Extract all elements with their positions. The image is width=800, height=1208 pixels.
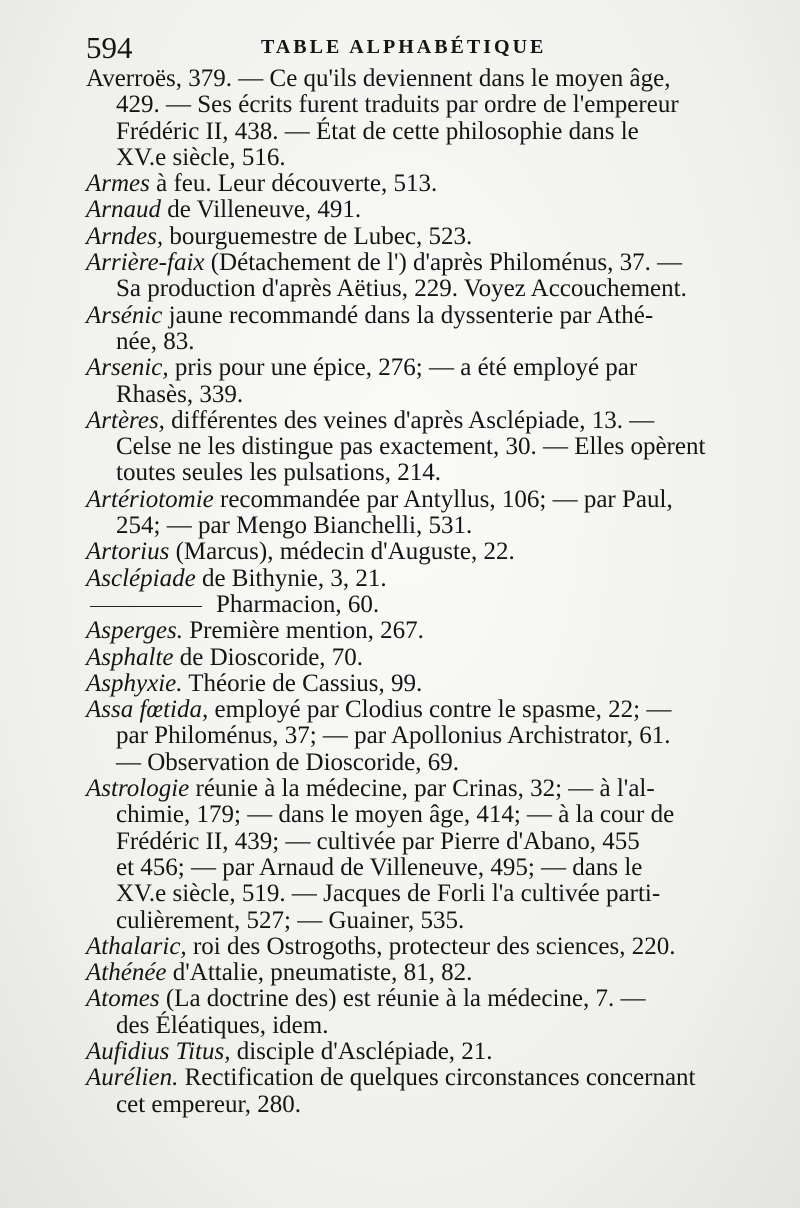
entry-text: née, 83. xyxy=(116,327,195,355)
entry-line xyxy=(86,723,762,749)
index-entry xyxy=(86,697,762,776)
index-entry xyxy=(86,1039,762,1065)
entry-text: 254; — par Mengo Bianchelli, 531. xyxy=(116,512,473,540)
entry-line xyxy=(86,224,762,250)
entry-line xyxy=(86,66,762,92)
entry-headword: Asphalte xyxy=(86,643,174,671)
entry-line xyxy=(86,1013,762,1039)
entry-text: Averroës, 379. — Ce qu'ils deviennent dans le moyen âge, xyxy=(86,65,671,92)
entry-headword: Artères, xyxy=(86,406,165,434)
entry-text: par Philoménus, 37; — par Apollonius Archistrator, 61. xyxy=(116,722,671,750)
entry-line xyxy=(86,881,762,907)
index-entry xyxy=(86,487,762,540)
entry-text: Sa production d'après Aëtius, 229. Voyez Accouchement. xyxy=(116,275,687,303)
entry-line xyxy=(86,276,762,302)
entry-text: réunie à la médecine, par Crinas, 32; — à l'al- xyxy=(189,775,655,803)
entry-line xyxy=(86,986,762,1012)
entry-line xyxy=(86,592,762,618)
entry-text: Rectification de quelques circonstances concernant xyxy=(178,1064,696,1092)
index-entry xyxy=(86,645,762,671)
entry-line xyxy=(86,355,762,381)
entry-headword: Athénée xyxy=(86,959,167,987)
entry-line xyxy=(86,487,762,513)
entry-line xyxy=(86,171,762,197)
index-entry xyxy=(86,960,762,986)
entry-headword: Arrière-faix xyxy=(86,249,205,277)
entry-text: Frédéric II, 439; — cultivée par Pierre d'Abano, 455 xyxy=(116,827,640,855)
entry-line xyxy=(86,92,762,118)
index-entry xyxy=(86,197,762,223)
entry-line xyxy=(86,697,762,723)
index-entry xyxy=(86,776,762,934)
index-entries xyxy=(86,66,762,1118)
entry-text: 429. — Ses écrits furent traduits par ordre de l'empereur xyxy=(116,91,679,119)
entry-line xyxy=(86,408,762,434)
entry-headword: Armes xyxy=(86,170,150,198)
entry-headword: Assa fœtida, xyxy=(86,696,209,724)
entry-text: XV.e siècle, 516. xyxy=(116,143,286,171)
index-entry xyxy=(86,592,762,618)
entry-headword: Atomes xyxy=(86,985,160,1013)
entry-line xyxy=(86,460,762,486)
entry-text: différentes des veines d'après Asclépiade, 13. — xyxy=(164,406,655,434)
entry-line xyxy=(86,434,762,460)
entry-line xyxy=(86,934,762,960)
index-entry xyxy=(86,355,762,408)
entry-line xyxy=(86,329,762,355)
entry-text: de Dioscoride, 70. xyxy=(173,643,364,671)
entry-text: de Villeneuve, 491. xyxy=(161,196,362,224)
entry-text: et 456; — par Arnaud de Villeneuve, 495; — dans le xyxy=(116,853,643,881)
entry-headword: Arsénic xyxy=(86,301,163,329)
running-title: TABLE ALPHABÉTIQUE xyxy=(261,36,547,58)
entry-headword: Artériotomie xyxy=(86,485,214,513)
entry-line xyxy=(86,382,762,408)
entry-headword: Asperges. xyxy=(86,617,183,645)
entry-line xyxy=(86,776,762,802)
page-header xyxy=(86,30,766,66)
entry-line xyxy=(86,197,762,223)
entry-text: XV.e siècle, 519. — Jacques de Forli l'a cultivée parti- xyxy=(116,880,661,908)
entry-text: pris pour une épice, 276; — a été employé par xyxy=(168,354,638,382)
entry-text: disciple d'Asclépiade, 21. xyxy=(230,1037,493,1065)
entry-headword: Astrologie xyxy=(86,775,190,803)
entry-headword: Asphyxie. xyxy=(86,669,183,697)
entry-text: (Détachement de l') d'après Philoménus, 37. — xyxy=(204,249,683,277)
entry-headword: Arnaud xyxy=(86,196,161,224)
index-entry xyxy=(86,1065,762,1118)
entry-text: Première mention, 267. xyxy=(182,617,424,645)
entry-text: employé par Clodius contre le spasme, 22; — xyxy=(208,696,672,724)
entry-text: roi des Ostrogoths, protecteur des sciences, 220. xyxy=(186,932,676,960)
index-entry xyxy=(86,250,762,303)
entry-line xyxy=(86,645,762,671)
entry-line xyxy=(86,250,762,276)
entry-line xyxy=(86,802,762,828)
entry-line xyxy=(86,303,762,329)
page-number: 594 xyxy=(86,30,133,65)
entry-headword: Athalaric, xyxy=(86,932,187,960)
entry-line xyxy=(86,671,762,697)
entry-text: jaune recommandé dans la dyssenterie par Athé- xyxy=(162,301,654,329)
entry-line xyxy=(86,960,762,986)
entry-line xyxy=(86,566,762,592)
entry-text: — Observation de Dioscoride, 69. xyxy=(116,748,459,776)
index-entry xyxy=(86,986,762,1039)
entry-text: Frédéric II, 438. — État de cette philosophie dans le xyxy=(116,117,639,145)
index-entry xyxy=(86,66,762,171)
entry-headword: Asclépiade xyxy=(86,564,196,592)
entry-line xyxy=(86,750,762,776)
entry-text: (La doctrine des) est réunie à la médecine, 7. — xyxy=(159,985,646,1013)
entry-text: Celse ne les distingue pas exactement, 30. — Elles opèrent xyxy=(116,433,706,461)
index-entry xyxy=(86,408,762,487)
entry-line xyxy=(86,513,762,539)
entry-line xyxy=(86,618,762,644)
entry-text: Rhasès, 339. xyxy=(116,380,244,408)
entry-line xyxy=(86,1092,762,1118)
index-entry xyxy=(86,566,762,592)
entry-line xyxy=(86,829,762,855)
index-entry xyxy=(86,539,762,565)
entry-line xyxy=(86,539,762,565)
entry-headword: Artorius xyxy=(86,538,170,566)
entry-headword: Aurélien. xyxy=(86,1064,179,1092)
entry-text: d'Attalie, pneumatiste, 81, 82. xyxy=(166,959,473,987)
entry-headword: Arsenic, xyxy=(86,354,169,382)
index-entry xyxy=(86,618,762,644)
entry-text: de Bithynie, 3, 21. xyxy=(195,564,387,592)
entry-text: des Éléatiques, idem. xyxy=(116,1011,329,1039)
entry-line xyxy=(86,855,762,881)
index-entry xyxy=(86,171,762,197)
entry-text: recommandée par Antyllus, 106; — par Paul, xyxy=(213,485,673,513)
entry-headword: Aufidius Titus, xyxy=(86,1037,231,1065)
index-entry xyxy=(86,303,762,356)
entry-text: Pharmacion, 60. xyxy=(216,590,380,618)
entry-line xyxy=(86,908,762,934)
entry-text: à feu. Leur découverte, 513. xyxy=(149,170,438,198)
entry-text: cet empereur, 280. xyxy=(116,1090,302,1118)
entry-line xyxy=(86,145,762,171)
entry-text: culièrement, 527; — Guainer, 535. xyxy=(116,906,465,934)
entry-text: (Marcus), médecin d'Auguste, 22. xyxy=(169,538,515,566)
ditto-rule xyxy=(90,606,202,607)
entry-headword: Arndes, xyxy=(86,222,164,250)
entry-text: toutes seules les pulsations, 214. xyxy=(116,459,441,487)
entry-text: bourguemestre de Lubec, 523. xyxy=(163,222,473,250)
entry-text: chimie, 179; — dans le moyen âge, 414; — à la cour de xyxy=(116,801,675,829)
entry-line xyxy=(86,1039,762,1065)
entry-text: Théorie de Cassius, 99. xyxy=(182,669,423,697)
index-entry xyxy=(86,224,762,250)
entry-line xyxy=(86,1065,762,1091)
index-entry xyxy=(86,934,762,960)
index-entry xyxy=(86,671,762,697)
entry-line xyxy=(86,119,762,145)
